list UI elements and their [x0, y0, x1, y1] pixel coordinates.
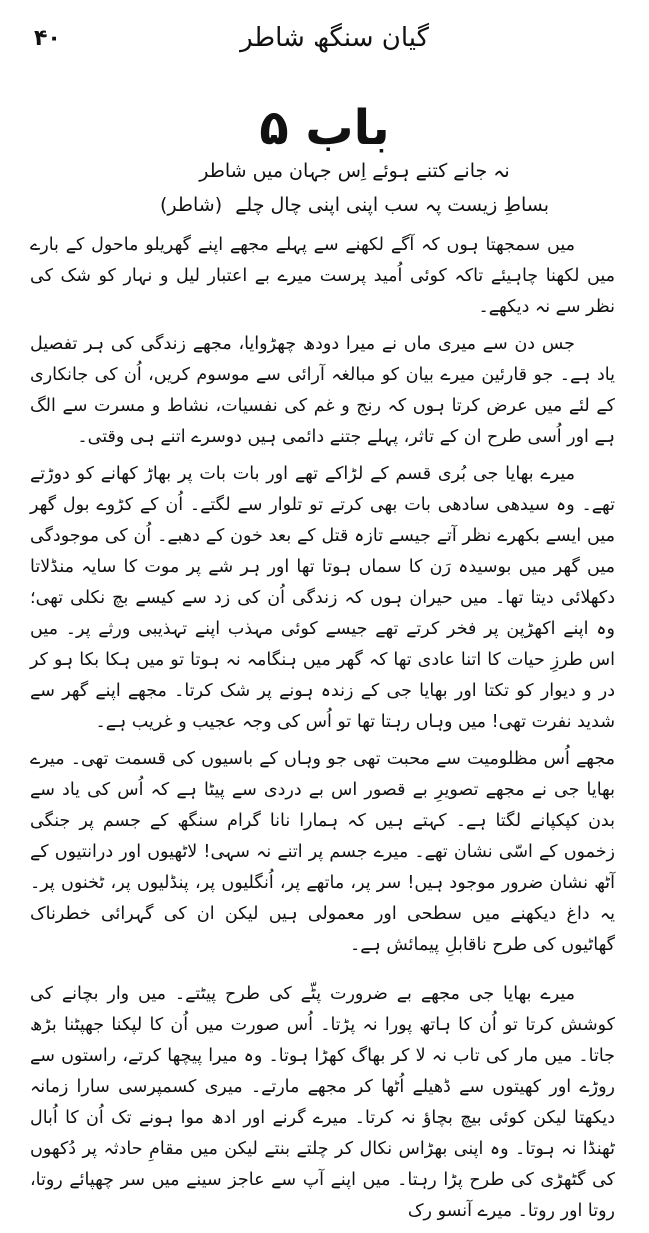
epigraph-line-1: نہ جانے کتنے ہوئے اِس جہان میں شاطر	[199, 160, 510, 182]
chapter-body	[30, 230, 615, 1233]
page-number: ۴۰	[34, 25, 61, 51]
paragraph: میں سمجھتا ہوں کہ آگے لکھنے سے پہلے مجھے اپنے گھریلو ماحول کے بارے میں لکھنا چاہیئے تاکہ کوئی اُمید پرست میرے بے اعتبار لیل و نہار کو شک کی نظر سے نہ دیکھے۔	[30, 235, 615, 317]
epigraph-attribution: (شاطر)	[160, 194, 223, 216]
paragraph: مجھے اُس مظلومیت سے محبت تھی جو وہاں کے باسیوں کی قسمت تھی۔ میرے بھایا جی نے مجھے تصویرِ بے قصور اس بے دردی سے پیٹا ہے کہ اُس کی یاد سے بدن کپکپانے لگتا ہے۔ کہتے ہیں کہ ہمارا نانا گرام سنگھ کے جسم پر جنگی زخموں کے اسّی نشان تھے۔ میرے جسم پر اتنے نہ سہی! لاٹھیوں اور درانتیوں کے آٹھ نشان ضرور موجود ہیں! سر پر، ماتھے پر، اُنگلیوں پر، پنڈلیوں پر، ٹخنوں پر۔ یہ داغ دیکھنے میں سطحی اور معمولی ہیں لیکن ان کی گہرائی خطرناک گھاٹیوں کی طرح ناقابلِ پیمائش ہے۔	[30, 749, 615, 955]
paragraph: میرے بھایا جی مجھے بے ضرورت پٹّے کی طرح پیٹتے۔ میں وار بچانے کی کوشش کرتا تو اُن کا ہاتھ پورا نہ پڑتا۔ اُس صورت میں اُن کا لپکنا جھپٹنا بڑھ جاتا۔ میں مار کی تاب نہ لا کر بھاگ کھڑا ہوتا۔ وہ میرا پیچھا کرتے، راستوں سے روڑے اور کھیتوں سے ڈھیلے اُٹھا کر مجھے مارتے۔ میری کسمپرسی سارا زمانہ دیکھتا لیکن کوئی بیچ بچاؤ نہ کرتا۔ میرے گرنے اور ادھ موا ہونے تک اُن کا اُبال ٹھنڈا نہ ہوتا۔ وہ اپنی بھڑاس نکال کر چلتے بنتے لیکن میں مقامِ حادثہ پر دُکھوں کی گٹھڑی کی طرح پڑا رہتا۔ میں اپنے آپ سے عاجز سینے میں سر چھپائے روتا، روتا اور روتا۔ میرے آنسو رک	[30, 984, 615, 1221]
paragraph: جس دن سے میری ماں نے میرا دودھ چھڑوایا، مجھے زندگی کی ہر تفصیل یاد ہے۔ جو قارئین میرے بیان کو مبالغہ آرائی سے موسوم کریں، اُن کی جانکاری کے لئے میں عرض کرتا ہوں کہ رنج و غم کی نفسیات، نشاط و مسرت سے الگ ہے اور اُسی طرح ان کے تاثر، پہلے جتنے دائمی ہیں دوسرے اتنے ہی وقتی۔	[30, 334, 615, 447]
book-title: گیان سنگھ شاطر	[240, 23, 429, 53]
epigraph-verse: بساطِ زیست پہ سب اپنی اپنی چال چلے	[235, 194, 549, 216]
epigraph-line-2	[160, 188, 549, 222]
paragraph: میرے بھایا جی بُری قسم کے لڑاکے تھے اور بات بات پر بھاڑ کھانے کو دوڑتے تھے۔ وہ سیدھی سادھی بات بھی کرتے تو تلوار سے لگتے۔ اُن کے کڑوے بول گھر میں ایسے بکھرے نظر آتے جیسے تازہ قتل کے بعد خون کے دھبے۔ اُن کی موجودگی میں گھر میں بوسیدہ رَن کا سماں ہوتا تھا اور ہر شے پر موت کا سایہ منڈلاتا دکھلائی دیتا تھا۔ میں حیران ہوں کہ زندگی اُن کی زد سے کیسے بچ نکلی تھی؛ وہ اپنے اکھڑپن پر فخر کرتے تھے جیسے کوئی مہذب اپنے تہذیبی ورثے پر۔ میں اس طرزِ حیات کا اتنا عادی تھا کہ گھر میں ہنگامہ نہ ہوتا تو میں ہکا بکا ہو کر در و دیوار کو تکتا اور بھایا جی کے زندہ ہونے پر شک کرتا۔ مجھے اپنے گھر سے شدید نفرت تھی! میں وہاں رہتا تھا تو اُس کی وجہ عجیب و غریب ہے۔	[30, 464, 615, 732]
running-header	[34, 18, 609, 58]
chapter-title: باب ۵	[259, 100, 390, 156]
epigraph	[160, 154, 549, 222]
